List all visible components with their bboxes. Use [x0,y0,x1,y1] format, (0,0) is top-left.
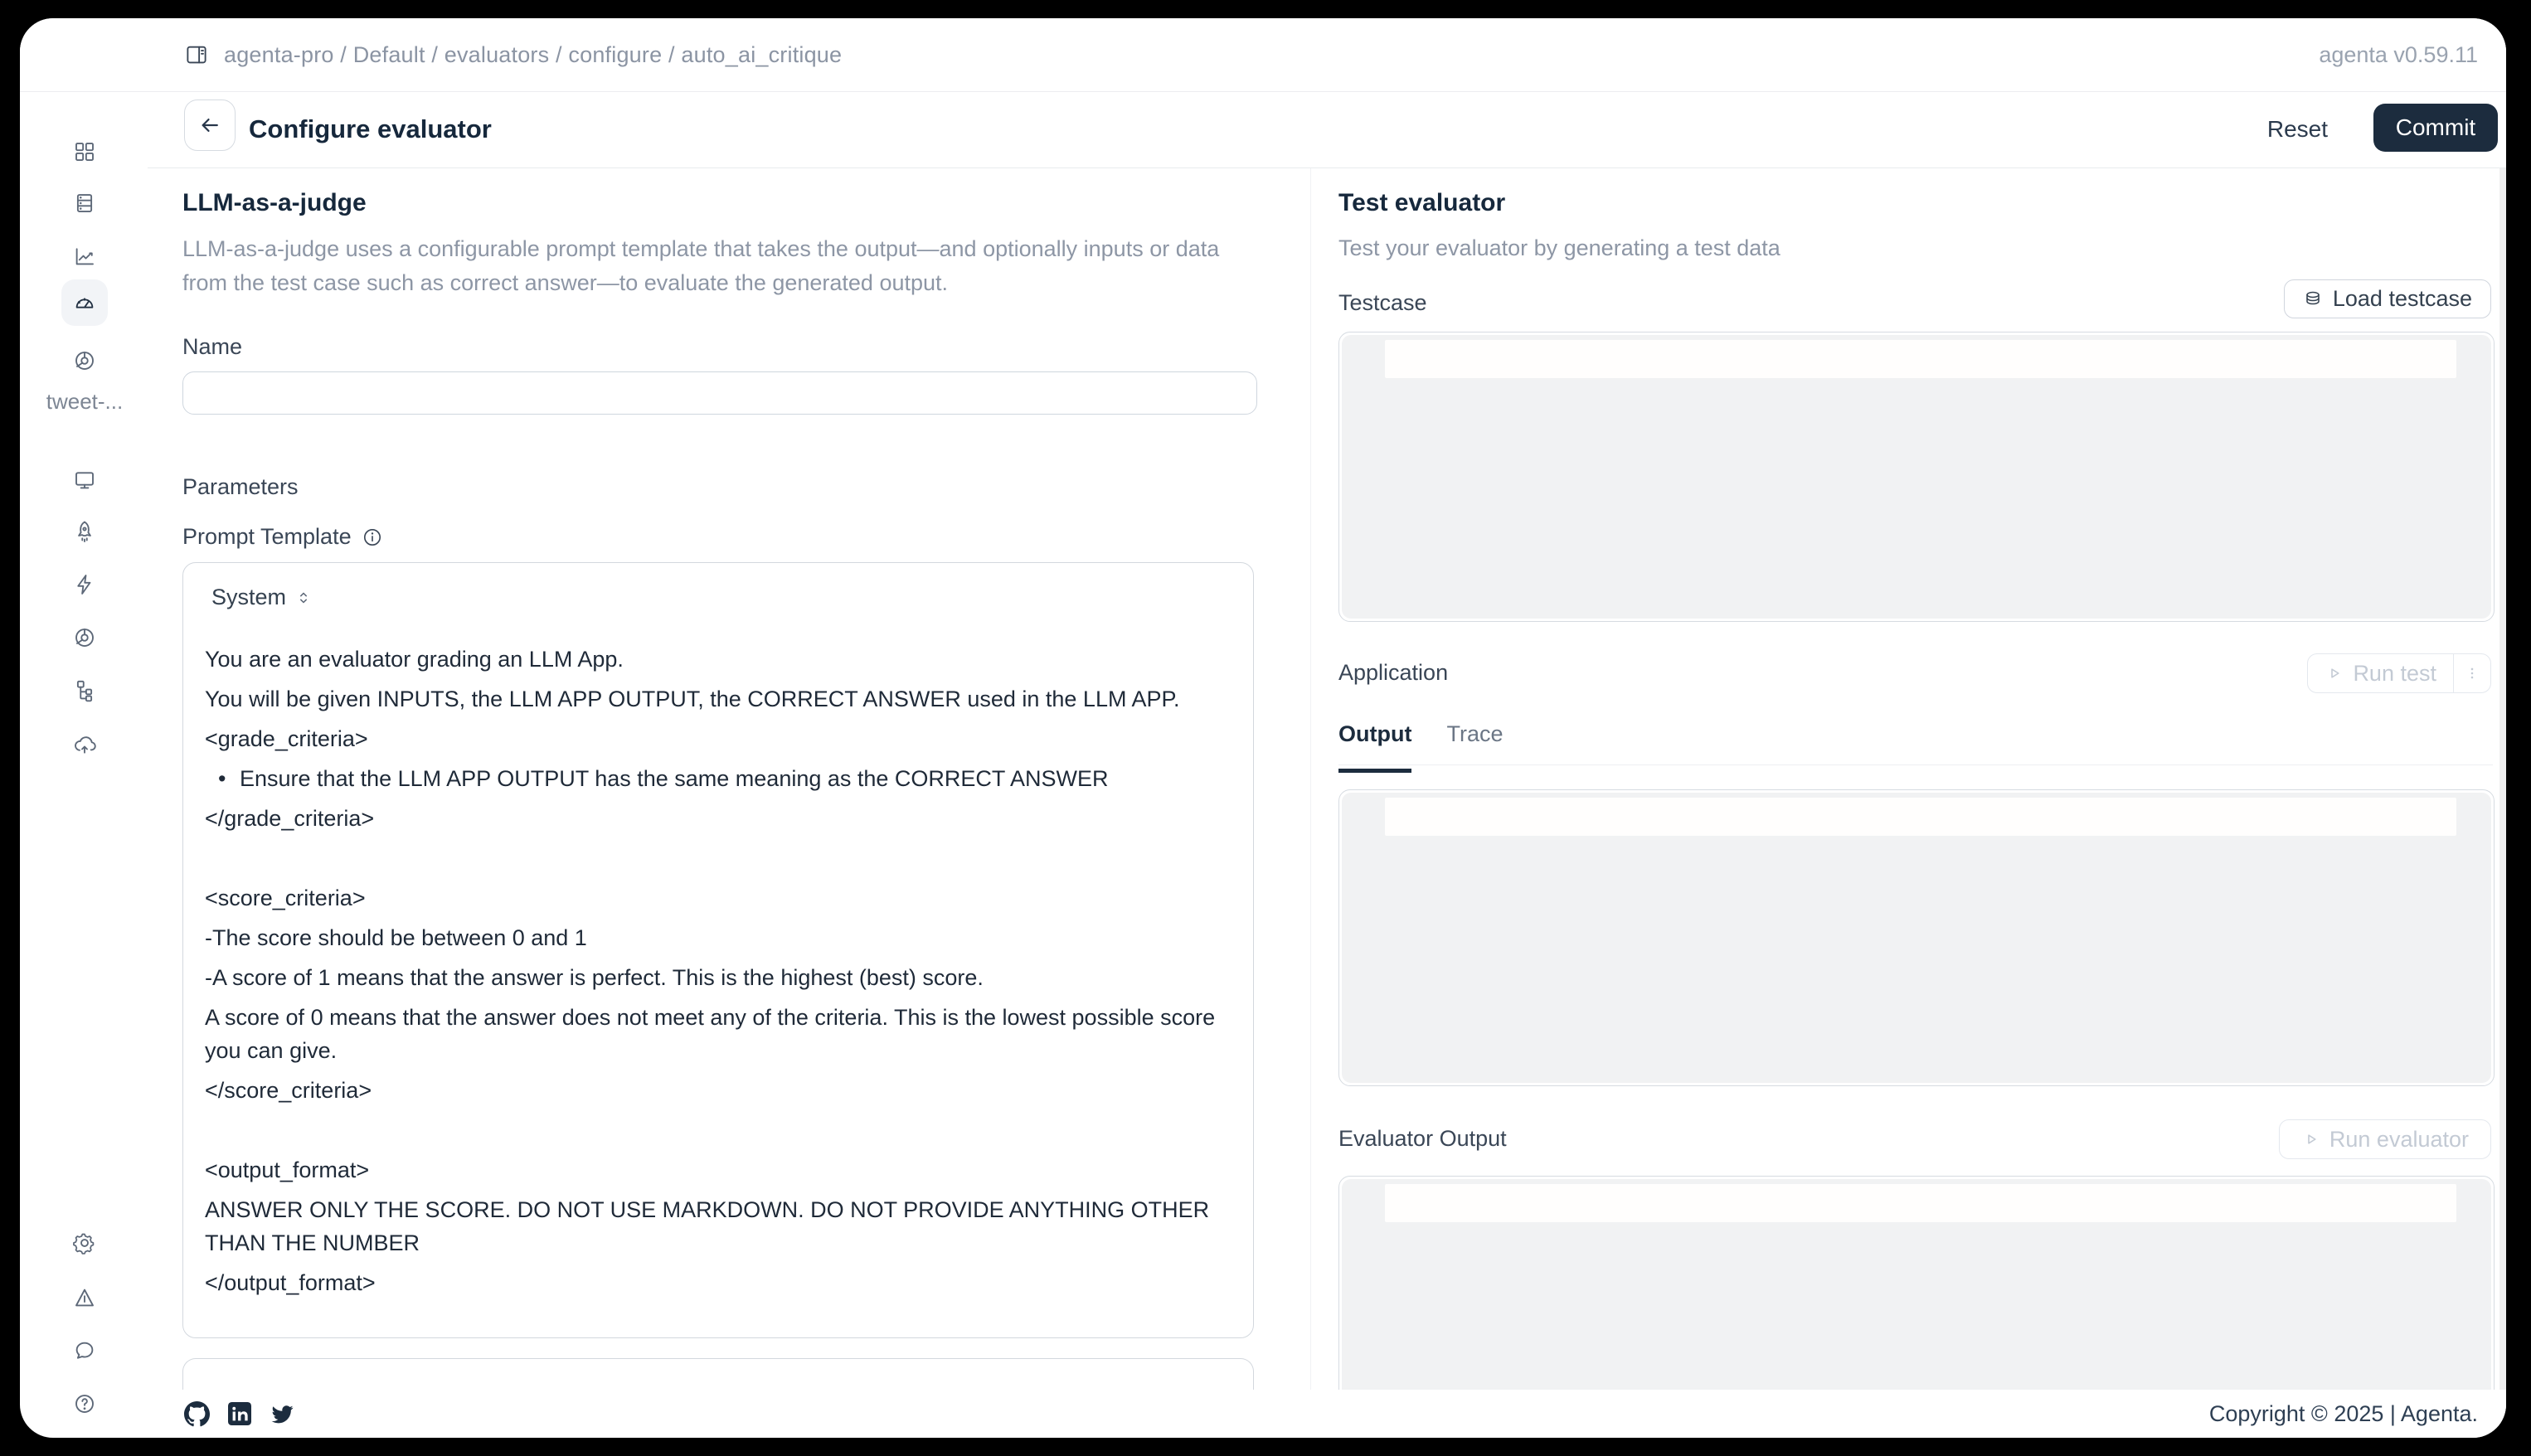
social-links [184,1401,295,1427]
linkedin-icon[interactable] [228,1402,251,1425]
evaluator-output-editor-surface [1342,1179,2491,1406]
prompt-line [205,1114,1231,1147]
output-editor-line [1385,798,2456,836]
vertical-scrollbar[interactable] [2499,167,2506,1390]
sidebar-collapse-icon[interactable] [184,42,209,67]
testcase-label: Testcase [1338,290,1427,315]
prompt-line: -The score should be between 0 and 1 [205,925,587,950]
play-icon [2325,663,2344,683]
tabs-baseline [1338,764,2493,765]
playground-monitor-icon[interactable] [72,468,97,493]
prompt-template-editor[interactable] [182,562,1254,1338]
panel-divider [1310,167,1311,1390]
github-icon[interactable] [184,1401,210,1427]
application-tabs [1338,721,1503,773]
prompt-line: </score_criteria> [205,1078,372,1103]
breadcrumb-text[interactable]: agenta-pro / Default / evaluators / configure / auto_ai_critique [224,41,843,67]
observability-chart-icon[interactable] [72,244,97,269]
prompt-line: • Ensure that the LLM APP OUTPUT has the same meaning as the CORRECT ANSWER [218,766,1109,791]
evaluations-gauge-icon[interactable] [61,279,108,326]
apps-grid-icon[interactable] [72,139,97,164]
play-icon [2301,1129,2321,1149]
usage-donut-icon[interactable] [72,625,97,650]
deployments-rocket-icon[interactable] [72,519,97,544]
test-evaluator-subtitle: Test your evaluator by generating a test data [1338,235,1780,260]
copyright-text: Copyright © 2025 | Agenta. [2208,1400,2478,1426]
database-icon [2303,289,2323,309]
sidebar-item-app-name[interactable]: tweet-... [46,389,124,414]
message-role-value: System [211,585,287,609]
name-label: Name [182,334,243,359]
name-input[interactable] [182,371,1257,415]
footer [148,1390,2506,1438]
testcase-editor[interactable] [1338,332,2495,622]
back-arrow-icon [197,113,222,138]
message-role-select[interactable] [211,585,313,610]
prompt-template-label: Prompt Template [182,524,352,549]
testcase-editor-surface [1342,335,2491,619]
evaluator-output-editor [1338,1176,2495,1410]
reset-button[interactable]: Reset [2262,91,2333,167]
application-label: Application [1338,660,1449,685]
prompt-line: You will be given INPUTS, the LLM APP OUTPUT, the CORRECT ANSWER used in the LLM APP. [205,687,1180,711]
deploy-cloud-icon[interactable] [72,731,97,756]
app-window [20,18,2506,1438]
prompt-line: </grade_criteria> [205,806,375,831]
page-title: Configure evaluator [249,114,492,143]
prompt-line [205,842,1231,875]
load-testcase-button[interactable] [2284,279,2491,318]
evaluator-type-description: LLM-as-a-judge uses a configurable prompt template that takes the output—and optionally inputs or data from the test case such as correct answer—to evaluate the generated output. [182,236,1220,295]
twitter-icon[interactable] [270,1401,295,1427]
commit-button[interactable]: Commit [2373,104,2498,152]
run-test-menu-kebab-icon[interactable] [2453,654,2490,692]
workflows-tree-icon[interactable] [72,678,97,703]
evaluator-type-title: LLM-as-a-judge [182,189,367,216]
run-test-button[interactable] [2307,653,2491,693]
run-evaluator-button[interactable] [2279,1119,2491,1159]
chevron-up-down-icon [294,589,313,607]
back-button[interactable] [184,99,236,151]
test-evaluator-title: Test evaluator [1338,189,1506,216]
tab-trace[interactable]: Trace [1446,721,1504,746]
help-circle-icon[interactable] [72,1391,97,1416]
tab-output[interactable]: Output [1338,721,1411,773]
testsets-server-icon[interactable] [72,191,97,216]
parameters-label: Parameters [182,474,299,499]
breadcrumb [184,18,842,91]
prompt-line: </output_format> [205,1270,376,1295]
chat-bubble-icon[interactable] [72,1338,97,1363]
prompt-line: <output_format> [205,1158,370,1182]
testcase-editor-line [1385,340,2456,378]
prompt-line: <grade_criteria> [205,726,368,751]
version-label: agenta v0.59.11 [2319,41,2478,67]
prompt-line: <score_criteria> [205,886,366,910]
evaluator-output-editor-line [1385,1184,2456,1222]
prompt-line: A score of 0 means that the answer does not meet any of the criteria. This is the lowest possible score you can give. [205,1005,1216,1063]
output-editor [1338,789,2495,1086]
prompt-template-text [205,643,1231,1306]
prompt-line: You are an evaluator grading an LLM App. [205,647,624,672]
prompt-line: -A score of 1 means that the answer is perfect. This is the highest (best) score. [205,965,984,990]
run-test-label: Run test [2353,660,2436,686]
output-editor-surface [1342,793,2491,1083]
settings-gear-icon[interactable] [72,1230,97,1255]
run-evaluator-label: Run evaluator [2329,1126,2469,1152]
page-header [148,91,2506,168]
load-testcase-label: Load testcase [2332,286,2472,311]
evaluator-output-label: Evaluator Output [1338,1126,1507,1151]
info-icon[interactable] [362,527,383,548]
traces-donut-icon[interactable] [72,348,97,373]
automations-lightning-icon[interactable] [72,572,97,597]
alerts-triangle-icon[interactable] [72,1285,97,1310]
prompt-line: ANSWER ONLY THE SCORE. DO NOT USE MARKDOWN. DO NOT PROVIDE ANYTHING OTHER THAN THE NUMBER [205,1197,1210,1255]
